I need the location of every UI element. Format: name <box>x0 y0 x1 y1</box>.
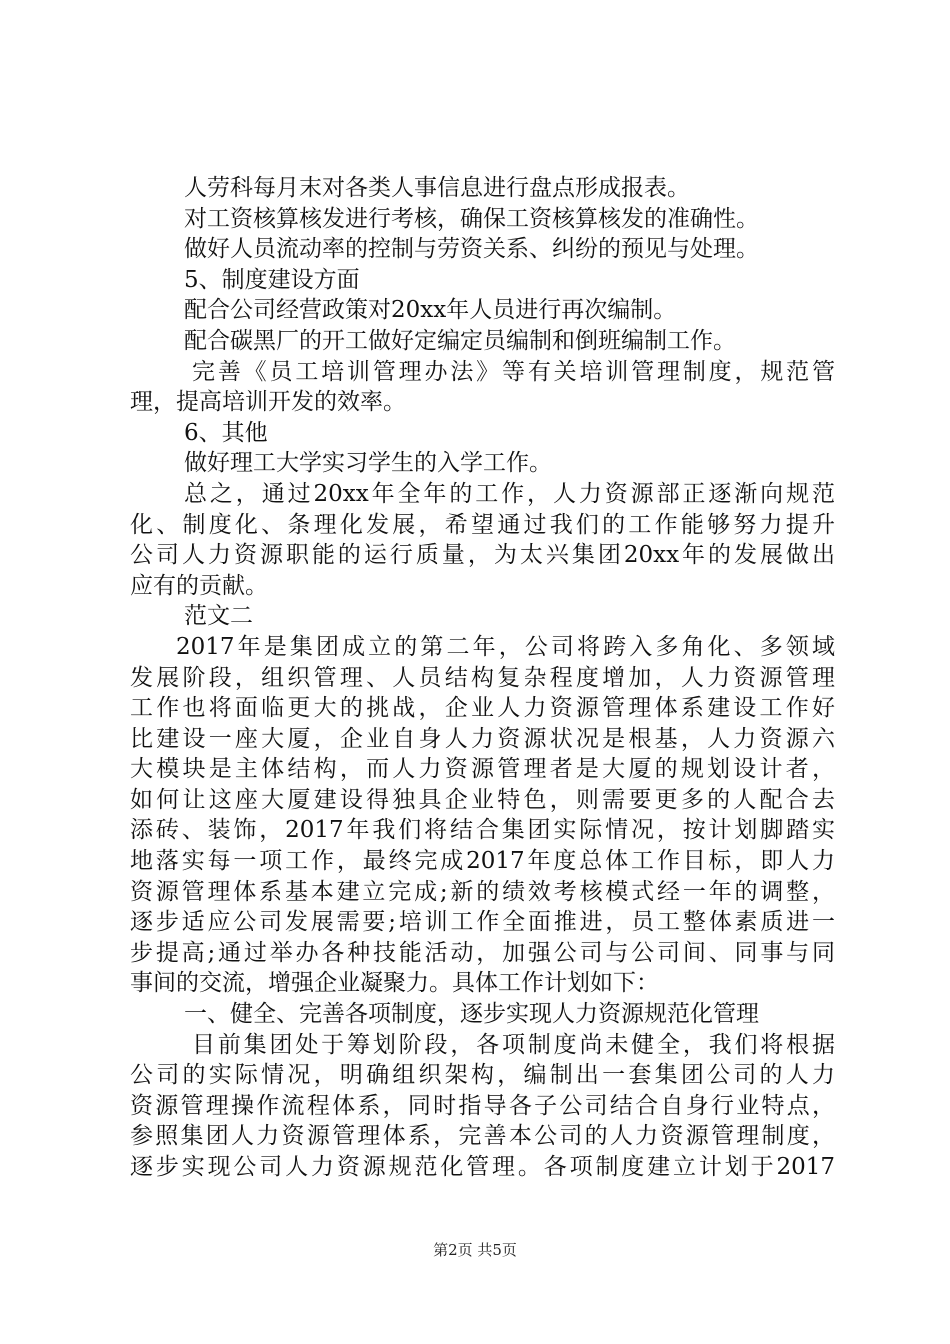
text-line: 步提高;通过举办各种技能活动，加强公司与公司间、同事与同 <box>130 939 835 966</box>
text-line: 公司的实际情况，明确组织架构，编制出一套集团公司的人力 <box>130 1062 835 1089</box>
text-line: 对工资核算核发进行考核，确保工资核算核发的准确性。 <box>184 205 759 232</box>
text-line: 做好人员流动率的控制与劳资关系、纠纷的预见与处理。 <box>184 236 759 263</box>
text-line: 做好理工大学实习学生的入学工作。 <box>184 450 552 477</box>
text-line: 地落实每一项工作，最终完成2017年度总体工作目标，即人力 <box>130 848 835 875</box>
text-line: 公司人力资源职能的运行质量，为太兴集团20xx年的发展做出 <box>130 542 835 569</box>
document-body <box>130 173 835 1183</box>
text-line: 6、其他 <box>184 419 268 446</box>
text-line: 大模块是主体结构，而人力资源管理者是大厦的规划设计者， <box>130 756 835 783</box>
text-line: 一、健全、完善各项制度，逐步实现人力资源规范化管理 <box>184 1001 759 1028</box>
text-line: 5、制度建设方面 <box>184 266 360 293</box>
text-line: 理，提高培训开发的效率。 <box>130 389 406 416</box>
text-line: 目前集团处于筹划阶段，各项制度尚未健全，我们将根据 <box>192 1031 835 1058</box>
page-number-footer: 第2页 共5页 <box>433 1241 517 1259</box>
text-line: 人劳科每月末对各类人事信息进行盘点形成报表。 <box>184 175 690 201</box>
text-line: 发展阶段，组织管理、人员结构复杂程度增加，人力资源管理 <box>130 664 835 691</box>
text-line: 应有的贡献。 <box>130 572 268 599</box>
text-line: 资源管理体系基本建立完成;新的绩效考核模式经一年的调整， <box>130 878 835 905</box>
text-line: 配合公司经营政策对20xx年人员进行再次编制。 <box>184 297 677 324</box>
text-line: 资源管理操作流程体系，同时指导各子公司结合自身行业特点， <box>130 1092 835 1119</box>
text-line: 添砖、装饰，2017年我们将结合集团实际情况，按计划脚踏实 <box>130 817 835 844</box>
text-line: 逐步实现公司人力资源规范化管理。各项制度建立计划于2017 <box>130 1154 835 1180</box>
text-line: 工作也将面临更大的挑战，企业人力资源管理体系建设工作好 <box>130 695 835 722</box>
text-line: 逐步适应公司发展需要;培训工作全面推进，员工整体素质进一 <box>130 909 835 936</box>
text-line: 事间的交流，增强企业凝聚力。具体工作计划如下： <box>130 970 659 997</box>
text-line: 完善《员工培训管理办法》等有关培训管理制度，规范管 <box>192 358 835 385</box>
text-line: 化、制度化、条理化发展，希望通过我们的工作能够努力提升 <box>130 511 835 538</box>
text-line: 总之，通过20xx年全年的工作，人力资源部正逐渐向规范 <box>184 480 835 507</box>
text-line: 配合碳黑厂的开工做好定编定员编制和倒班编制工作。 <box>184 327 736 354</box>
text-line: 如何让这座大厦建设得独具企业特色，则需要更多的人配合去 <box>130 786 835 813</box>
text-line: 比建设一座大厦，企业自身人力资源状况是根基，人力资源六 <box>130 725 835 752</box>
text-line: 参照集团人力资源管理体系，完善本公司的人力资源管理制度， <box>130 1123 835 1150</box>
text-line: 范文二 <box>184 603 253 630</box>
text-line: 2017年是集团成立的第二年，公司将跨入多角化、多领域 <box>176 633 835 660</box>
